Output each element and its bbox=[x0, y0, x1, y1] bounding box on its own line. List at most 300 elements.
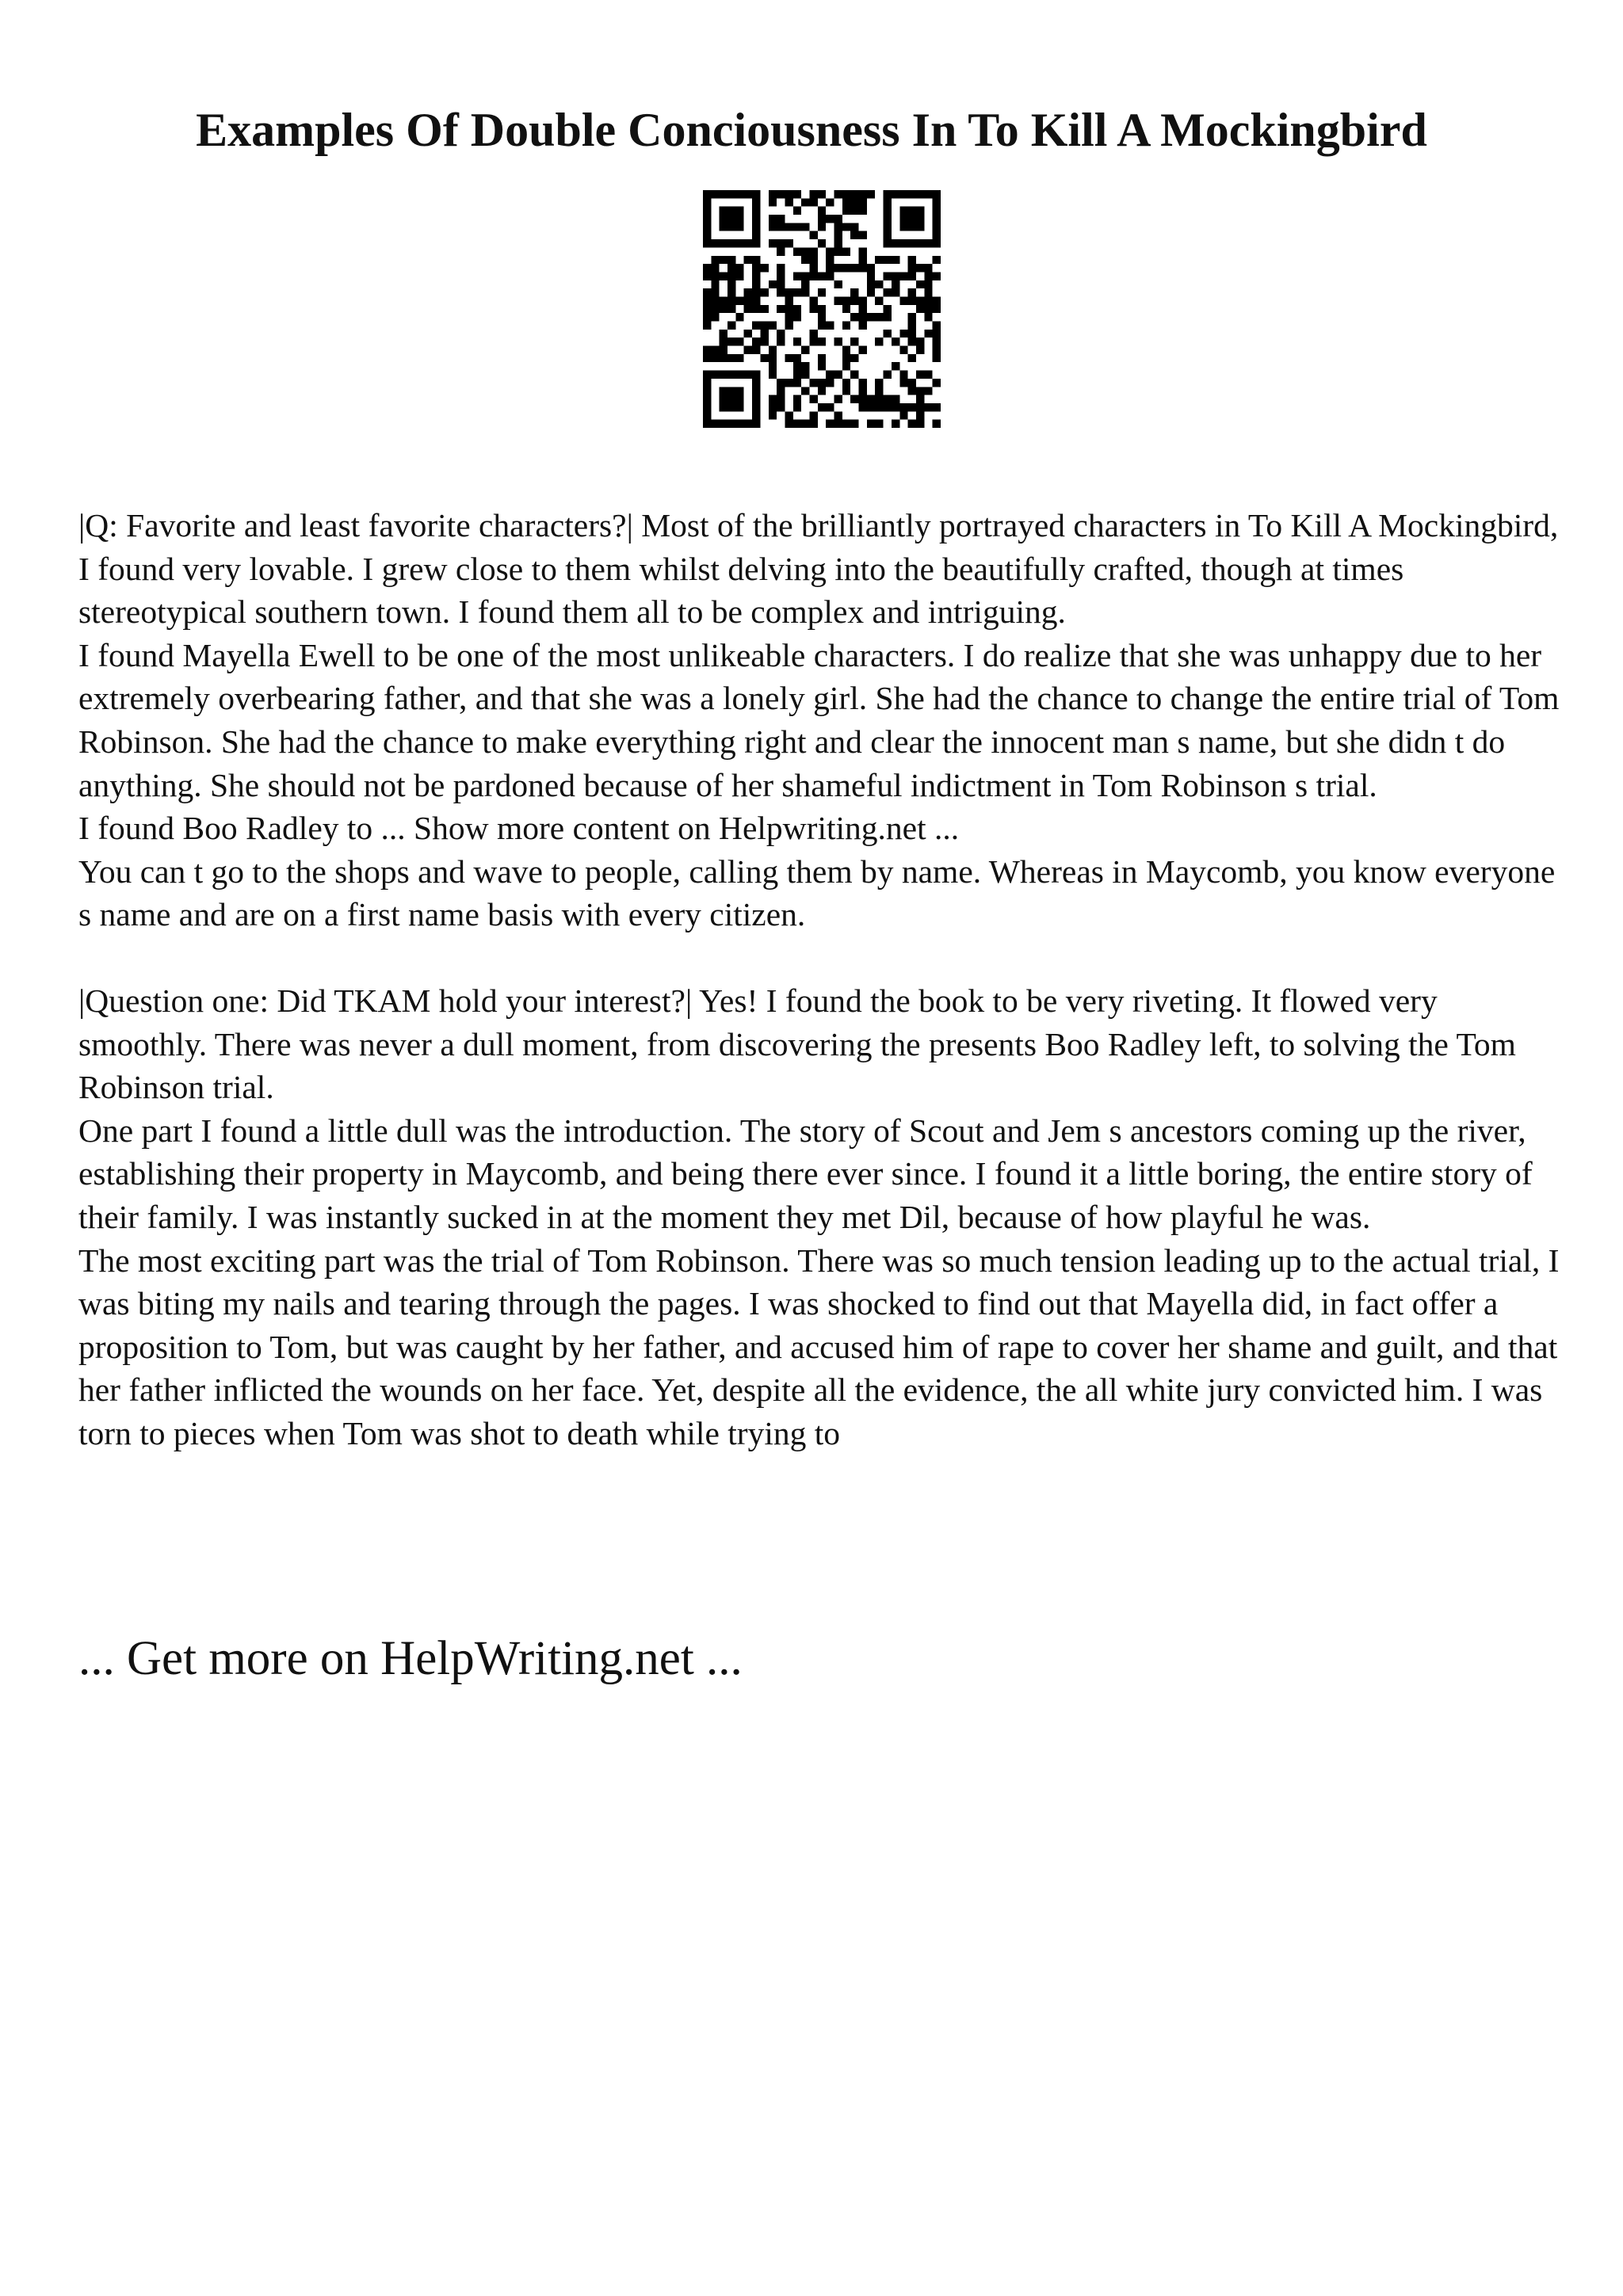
qr-module bbox=[826, 379, 834, 387]
qr-module bbox=[727, 338, 735, 345]
qr-module bbox=[892, 272, 899, 280]
qr-module bbox=[899, 379, 907, 387]
qr-module bbox=[859, 387, 867, 395]
qr-module bbox=[720, 190, 727, 198]
qr-module bbox=[793, 362, 801, 370]
qr-module bbox=[834, 215, 842, 223]
qr-module bbox=[818, 223, 826, 231]
qr-module bbox=[892, 403, 899, 411]
qr-module bbox=[703, 207, 711, 215]
qr-module bbox=[744, 330, 752, 338]
qr-module bbox=[924, 272, 932, 280]
qr-module bbox=[933, 403, 941, 411]
qr-module bbox=[785, 420, 792, 428]
qr-module bbox=[785, 296, 792, 304]
qr-module bbox=[908, 338, 916, 345]
qr-module bbox=[720, 256, 727, 264]
qr-module bbox=[818, 272, 826, 280]
qr-module bbox=[899, 371, 907, 379]
qr-module bbox=[752, 264, 760, 272]
qr-module bbox=[793, 223, 801, 231]
qr-module bbox=[859, 231, 867, 239]
qr-module bbox=[793, 288, 801, 296]
qr-module bbox=[752, 272, 760, 280]
qr-module bbox=[842, 305, 850, 313]
paragraph: You can t go to the shops and wave to people, calling them by name. Whereas in Maycomb, you know everyone s name and are on a first name basis with every citizen. bbox=[78, 852, 1556, 933]
qr-module bbox=[924, 313, 932, 321]
qr-module bbox=[867, 313, 875, 321]
qr-module bbox=[752, 256, 760, 264]
qr-module bbox=[859, 379, 867, 387]
qr-module bbox=[818, 379, 826, 387]
qr-module bbox=[842, 207, 850, 215]
qr-module bbox=[924, 371, 932, 379]
qr-module bbox=[703, 371, 711, 379]
qr-module bbox=[842, 387, 850, 395]
qr-module bbox=[703, 411, 711, 419]
qr-module bbox=[703, 354, 711, 362]
qr-module bbox=[818, 313, 826, 321]
qr-module bbox=[703, 379, 711, 387]
qr-module bbox=[711, 256, 719, 264]
qr-module bbox=[899, 330, 907, 338]
qr-module bbox=[916, 387, 924, 395]
qr-module bbox=[793, 207, 801, 215]
qr-module bbox=[899, 207, 907, 215]
qr-module bbox=[720, 272, 727, 280]
qr-module bbox=[744, 296, 752, 304]
qr-module bbox=[818, 403, 826, 411]
qr-module bbox=[752, 420, 760, 428]
qr-module bbox=[809, 296, 817, 304]
qr-module bbox=[785, 379, 792, 387]
qr-module bbox=[842, 362, 850, 370]
qr-module bbox=[916, 346, 924, 354]
qr-module bbox=[793, 371, 801, 379]
qr-module bbox=[793, 313, 801, 321]
qr-module bbox=[859, 322, 867, 330]
paragraph: |Q: Favorite and least favorite characters?| Most of the brilliantly portrayed characters in To Kill A Mockingbird, I found very lovable. I grew close to them whilst delving into the beautifully crafted, though at times stereotypical southern town. I found them all to be complex and intriguing. bbox=[78, 507, 1559, 631]
qr-module bbox=[703, 420, 711, 428]
qr-module bbox=[834, 411, 842, 419]
qr-module bbox=[793, 247, 801, 255]
qr-module bbox=[908, 403, 916, 411]
qr-module bbox=[933, 239, 941, 247]
qr-module bbox=[735, 223, 743, 231]
qr-module bbox=[785, 198, 792, 206]
qr-module bbox=[793, 272, 801, 280]
qr-module bbox=[859, 313, 867, 321]
qr-module bbox=[809, 198, 817, 206]
qr-module bbox=[720, 330, 727, 338]
qr-module bbox=[884, 305, 892, 313]
qr-module bbox=[842, 346, 850, 354]
qr-module bbox=[785, 288, 792, 296]
qr-module bbox=[809, 231, 817, 239]
qr-module bbox=[867, 190, 875, 198]
qr-module bbox=[769, 215, 777, 223]
qr-module bbox=[826, 264, 834, 272]
qr-module bbox=[727, 264, 735, 272]
qr-module bbox=[752, 371, 760, 379]
qr-module bbox=[933, 354, 941, 362]
qr-module bbox=[793, 354, 801, 362]
qr-module bbox=[727, 371, 735, 379]
qr-module bbox=[924, 387, 932, 395]
qr-module bbox=[916, 371, 924, 379]
qr-module bbox=[801, 387, 809, 395]
qr-module bbox=[760, 305, 768, 313]
qr-module bbox=[735, 354, 743, 362]
qr-module bbox=[735, 371, 743, 379]
qr-module bbox=[924, 403, 932, 411]
qr-module bbox=[916, 280, 924, 288]
qr-module bbox=[793, 305, 801, 313]
qr-module bbox=[720, 371, 727, 379]
qr-module bbox=[703, 346, 711, 354]
qr-module bbox=[850, 354, 858, 362]
qr-module bbox=[785, 239, 792, 247]
qr-module bbox=[801, 272, 809, 280]
qr-module bbox=[752, 305, 760, 313]
qr-module bbox=[884, 288, 892, 296]
paragraph: One part I found a little dull was the introduction. The story of Scout and Jem s ancestors coming up the river, establishing their property in Maycomb, and being there ever since. I found it a little boring, the entire story of their family. I was instantly sucked in at the moment they met Dil, because of how playful he was. bbox=[78, 1112, 1533, 1235]
qr-module bbox=[875, 280, 883, 288]
qr-module bbox=[809, 420, 817, 428]
qr-module bbox=[809, 379, 817, 387]
qr-module bbox=[933, 305, 941, 313]
qr-module bbox=[875, 296, 883, 304]
qr-module bbox=[933, 338, 941, 345]
qr-module bbox=[785, 223, 792, 231]
qr-module bbox=[899, 239, 907, 247]
qr-module bbox=[892, 395, 899, 403]
qr-module bbox=[735, 395, 743, 403]
qr-module bbox=[916, 403, 924, 411]
qr-module bbox=[752, 231, 760, 239]
qr-module bbox=[752, 403, 760, 411]
qr-module bbox=[801, 280, 809, 288]
qr-module bbox=[703, 288, 711, 296]
qr-module bbox=[752, 379, 760, 387]
qr-module bbox=[834, 371, 842, 379]
qr-module bbox=[826, 247, 834, 255]
qr-module bbox=[850, 231, 858, 239]
qr-module bbox=[711, 264, 719, 272]
paragraph: The most exciting part was the trial of Tom Robinson. There was so much tension leading up to the actual trial, I was biting my nails and tearing through the pages. I was shocked to find out that Mayella did, in fact offer a proposition to Tom, but was caught by her father, and accused him of rape to cover her shame and guilt, and that her father inflicted the wounds on her face. Yet, despite all the evidence, the all white jury convicted him. I was torn to pieces when Tom was shot to death while trying to bbox=[78, 1241, 1560, 1451]
qr-module bbox=[809, 272, 817, 280]
qr-module bbox=[711, 239, 719, 247]
qr-module bbox=[826, 215, 834, 223]
qr-module bbox=[785, 313, 792, 321]
qr-module bbox=[809, 247, 817, 255]
qr-module bbox=[720, 338, 727, 345]
qr-module bbox=[785, 190, 792, 198]
qr-module bbox=[744, 420, 752, 428]
qr-module bbox=[818, 215, 826, 223]
qr-module bbox=[884, 190, 892, 198]
qr-module bbox=[777, 264, 785, 272]
qr-module bbox=[850, 395, 858, 403]
qr-module bbox=[809, 305, 817, 313]
qr-module bbox=[908, 239, 916, 247]
qr-module bbox=[818, 305, 826, 313]
qr-module bbox=[720, 395, 727, 403]
qr-module bbox=[908, 256, 916, 264]
qr-module bbox=[752, 346, 760, 354]
qr-module bbox=[916, 305, 924, 313]
qr-module bbox=[899, 272, 907, 280]
qr-module bbox=[809, 411, 817, 419]
qr-module bbox=[818, 354, 826, 362]
qr-module bbox=[777, 247, 785, 255]
qr-module bbox=[916, 296, 924, 304]
qr-module bbox=[908, 264, 916, 272]
qr-module bbox=[859, 403, 867, 411]
get-more-link[interactable]: ... Get more on HelpWriting.net ... bbox=[78, 1632, 743, 1685]
qr-module bbox=[834, 395, 842, 403]
qr-module bbox=[892, 362, 899, 370]
qr-module bbox=[777, 330, 785, 338]
qr-module bbox=[769, 354, 777, 362]
qr-module bbox=[884, 215, 892, 223]
qr-module bbox=[760, 338, 768, 345]
qr-module bbox=[892, 256, 899, 264]
qr-module bbox=[720, 239, 727, 247]
qr-module bbox=[908, 272, 916, 280]
qr-module bbox=[884, 272, 892, 280]
qr-module bbox=[916, 338, 924, 345]
qr-module bbox=[801, 198, 809, 206]
qr-module bbox=[875, 338, 883, 345]
qr-module bbox=[752, 198, 760, 206]
qr-module bbox=[899, 190, 907, 198]
qr-module bbox=[908, 207, 916, 215]
qr-module bbox=[916, 207, 924, 215]
qr-module bbox=[777, 338, 785, 345]
qr-module bbox=[826, 371, 834, 379]
qr-module bbox=[916, 264, 924, 272]
qr-module bbox=[842, 420, 850, 428]
qr-module bbox=[916, 395, 924, 403]
qr-module bbox=[867, 272, 875, 280]
qr-module bbox=[727, 354, 735, 362]
qr-module bbox=[933, 231, 941, 239]
qr-module bbox=[785, 322, 792, 330]
qr-module bbox=[727, 190, 735, 198]
qr-module bbox=[735, 387, 743, 395]
qr-module bbox=[703, 190, 711, 198]
qr-module bbox=[859, 296, 867, 304]
qr-module bbox=[727, 288, 735, 296]
qr-module bbox=[735, 338, 743, 345]
qr-module bbox=[703, 313, 711, 321]
qr-module bbox=[916, 215, 924, 223]
qr-module bbox=[752, 395, 760, 403]
qr-module bbox=[752, 387, 760, 395]
qr-module bbox=[720, 403, 727, 411]
qr-module bbox=[793, 395, 801, 403]
qr-module bbox=[793, 420, 801, 428]
qr-module bbox=[752, 411, 760, 419]
qr-module bbox=[884, 313, 892, 321]
qr-module bbox=[908, 322, 916, 330]
qr-module bbox=[875, 403, 883, 411]
qr-module bbox=[924, 288, 932, 296]
qr-module bbox=[924, 305, 932, 313]
qr-module bbox=[769, 198, 777, 206]
qr-module bbox=[777, 223, 785, 231]
qr-module bbox=[703, 231, 711, 239]
qr-module bbox=[850, 198, 858, 206]
qr-module bbox=[703, 296, 711, 304]
qr-module bbox=[720, 346, 727, 354]
qr-module bbox=[924, 330, 932, 338]
qr-module bbox=[720, 354, 727, 362]
qr-module bbox=[933, 379, 941, 387]
qr-module bbox=[818, 239, 826, 247]
qr-module bbox=[703, 322, 711, 330]
qr-module bbox=[875, 313, 883, 321]
qr-module bbox=[899, 411, 907, 419]
qr-module bbox=[867, 420, 875, 428]
paragraph: |Question one: Did TKAM hold your interest?| Yes! I found the book to be very riveting. It flowed very smoothly. There was never a dull moment, from discovering the presents Boo Radley left, to solving the Tom Robinson trial. bbox=[78, 982, 1516, 1106]
qr-module bbox=[801, 346, 809, 354]
qr-module bbox=[884, 223, 892, 231]
qr-module bbox=[850, 296, 858, 304]
qr-module bbox=[785, 305, 792, 313]
qr-module bbox=[850, 313, 858, 321]
qr-module bbox=[777, 403, 785, 411]
qr-module bbox=[899, 223, 907, 231]
qr-module bbox=[744, 239, 752, 247]
qr-module bbox=[875, 256, 883, 264]
qr-module bbox=[916, 190, 924, 198]
qr-module bbox=[727, 387, 735, 395]
qr-module bbox=[752, 239, 760, 247]
qr-module bbox=[801, 247, 809, 255]
qr-module bbox=[735, 296, 743, 304]
qr-module bbox=[924, 190, 932, 198]
qr-module bbox=[703, 264, 711, 272]
qr-module bbox=[760, 264, 768, 272]
qr-module bbox=[834, 420, 842, 428]
qr-module bbox=[711, 354, 719, 362]
qr-module bbox=[850, 288, 858, 296]
qr-module bbox=[801, 362, 809, 370]
qr-module bbox=[711, 420, 719, 428]
qr-module bbox=[842, 198, 850, 206]
qr-module bbox=[769, 190, 777, 198]
qr-module bbox=[850, 223, 858, 231]
qr-module bbox=[777, 215, 785, 223]
qr-module bbox=[735, 420, 743, 428]
qr-module bbox=[735, 272, 743, 280]
qr-module bbox=[703, 395, 711, 403]
qr-module bbox=[744, 256, 752, 264]
qr-module bbox=[842, 379, 850, 387]
qr-module bbox=[867, 264, 875, 272]
qr-module bbox=[769, 371, 777, 379]
qr-module bbox=[720, 215, 727, 223]
qr-module bbox=[834, 296, 842, 304]
qr-module bbox=[818, 387, 826, 395]
qr-module bbox=[850, 420, 858, 428]
qr-module bbox=[703, 215, 711, 223]
qr-module bbox=[769, 322, 777, 330]
qr-module bbox=[777, 288, 785, 296]
qr-module bbox=[924, 280, 932, 288]
qr-module bbox=[818, 190, 826, 198]
qr-module bbox=[711, 296, 719, 304]
qr-module bbox=[892, 420, 899, 428]
qr-module bbox=[711, 346, 719, 354]
qr-module bbox=[933, 198, 941, 206]
qr-module bbox=[785, 354, 792, 362]
qr-module bbox=[859, 198, 867, 206]
qr-module bbox=[727, 322, 735, 330]
qr-module bbox=[720, 420, 727, 428]
qr-module bbox=[908, 379, 916, 387]
qr-module bbox=[933, 223, 941, 231]
qr-module bbox=[735, 403, 743, 411]
qr-module bbox=[711, 313, 719, 321]
qr-module bbox=[752, 296, 760, 304]
qr-module bbox=[884, 207, 892, 215]
qr-module bbox=[711, 371, 719, 379]
qr-module bbox=[884, 330, 892, 338]
qr-module bbox=[908, 420, 916, 428]
qr-module bbox=[834, 247, 842, 255]
qr-module bbox=[826, 198, 834, 206]
qr-module bbox=[933, 272, 941, 280]
section-favorite-characters bbox=[78, 504, 1568, 936]
qr-module bbox=[908, 354, 916, 362]
qr-module bbox=[727, 256, 735, 264]
qr-module bbox=[875, 379, 883, 387]
article-body bbox=[78, 504, 1568, 1455]
qr-module bbox=[769, 239, 777, 247]
qr-module bbox=[727, 223, 735, 231]
qr-module bbox=[727, 420, 735, 428]
qr-module bbox=[899, 403, 907, 411]
qr-module bbox=[793, 190, 801, 198]
qr-module bbox=[744, 288, 752, 296]
qr-module bbox=[850, 264, 858, 272]
qr-module bbox=[760, 322, 768, 330]
qr-module bbox=[916, 420, 924, 428]
qr-module bbox=[720, 223, 727, 231]
qr-module bbox=[777, 305, 785, 313]
qr-module bbox=[793, 338, 801, 345]
qr-module bbox=[752, 223, 760, 231]
qr-module bbox=[785, 411, 792, 419]
qr-module bbox=[727, 296, 735, 304]
qr-module bbox=[711, 288, 719, 296]
qr-module bbox=[884, 239, 892, 247]
qr-module bbox=[769, 346, 777, 354]
qr-module bbox=[859, 395, 867, 403]
qr-module bbox=[735, 264, 743, 272]
qr-module bbox=[711, 272, 719, 280]
qr-module bbox=[850, 338, 858, 345]
qr-module bbox=[908, 296, 916, 304]
qr-module bbox=[703, 239, 711, 247]
qr-module bbox=[924, 264, 932, 272]
qr-module bbox=[727, 305, 735, 313]
qr-module bbox=[760, 288, 768, 296]
qr-module bbox=[850, 371, 858, 379]
